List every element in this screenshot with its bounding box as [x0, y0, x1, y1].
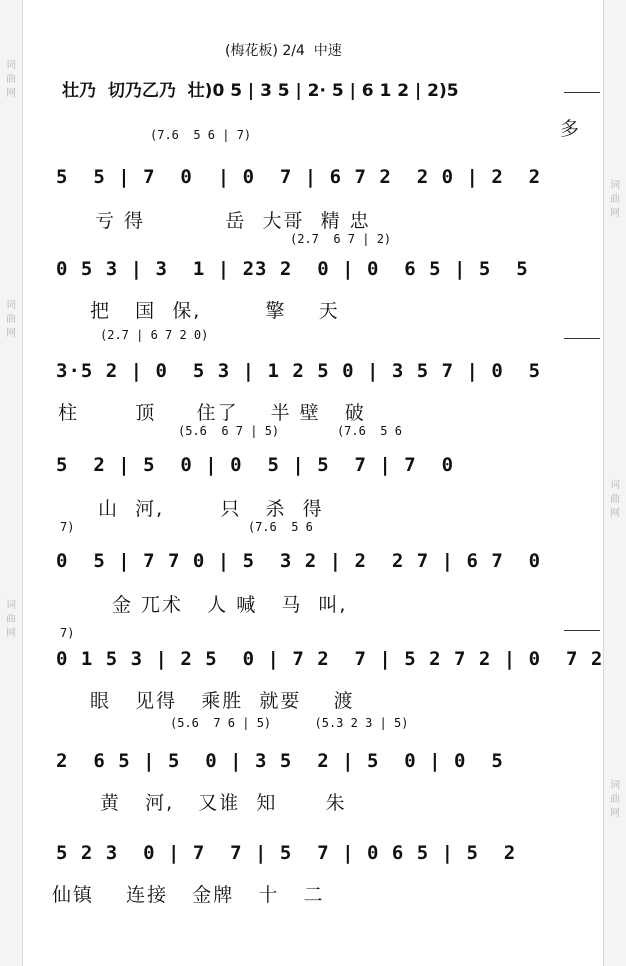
watermark-text: 词	[610, 780, 620, 791]
tempo-header: (梅花板) 2/4 中速	[225, 43, 342, 59]
ornament-line: (2.7 6 7 | 2)	[290, 232, 392, 246]
watermark-text: 网	[610, 508, 620, 519]
scan-edge-mark	[564, 630, 600, 631]
watermark-text: 曲	[610, 794, 620, 805]
watermark-text: 网	[6, 328, 16, 339]
watermark-text: 网	[610, 808, 620, 819]
watermark-text: 曲	[610, 194, 620, 205]
watermark-text: 网	[610, 208, 620, 219]
notation-line: 0 5 | 7 7 0 | 5 3 2 | 2 2 7 | 6 7 0	[56, 550, 542, 572]
left-watermark-strip	[0, 0, 23, 966]
lyric-line: 山 河, 只 杀 得	[98, 498, 324, 520]
watermark-text: 曲	[6, 614, 16, 625]
watermark-text: 网	[6, 88, 16, 99]
notation-line: 5 2 | 5 0 | 0 5 | 5 7 | 7 0	[56, 454, 455, 476]
lyric-line: 柱 顶 住了 半 壁 破	[58, 402, 366, 424]
lyric-line: 眼 见得 乘胜 就要 渡	[90, 690, 355, 712]
notation-line: 5 5 | 7 0 | 0 7 | 6 7 2 2 0 | 2 2	[56, 166, 542, 188]
lyric-line: 亏 得 岳 大哥 精 忠	[95, 210, 371, 232]
ornament-line: (7.6 5 6 | 7)	[150, 128, 252, 142]
lyric-line: 黄 河, 又谁 知 朱	[100, 792, 347, 814]
ornament-line: (5.6 7 6 | 5) (5.3 2 3 | 5)	[170, 716, 409, 730]
scan-edge-mark	[564, 92, 600, 93]
notation-line: 0 5 3 | 3 1 | 23 2 0 | 0 6 5 | 5 5	[56, 258, 529, 280]
watermark-text: 曲	[610, 494, 620, 505]
watermark-text: 词	[6, 600, 16, 611]
watermark-text: 词	[6, 300, 16, 311]
watermark-text: 词	[6, 60, 16, 71]
right-watermark-strip	[603, 0, 626, 966]
ornament-line: 7) (7.6 5 6	[60, 520, 313, 534]
notation-line: 3·5 2 | 0 5 3 | 1 2 5 0 | 3 5 7 | 0 5	[56, 360, 542, 382]
ornament-line: (2.7 | 6 7 2 0)	[100, 328, 209, 342]
notation-line: 5 2 3 0 | 7 7 | 5 7 | 0 6 5 | 5 2	[56, 842, 517, 864]
scan-edge-mark	[564, 338, 600, 339]
lyric-line: 把 国 保, 擎 天	[90, 300, 340, 322]
intro-notation: 壮乃 切乃乙乃 壮)0 5 | 3 5 | 2· 5 | 6 1 2 | 2)5	[62, 81, 459, 101]
watermark-text: 词	[610, 180, 620, 191]
ornament-line: 7)	[60, 626, 75, 640]
lyric-pickup: 多	[560, 118, 582, 140]
lyric-line: 金 兀术 人 喊 马 叫,	[112, 594, 348, 616]
lyric-line: 仙镇 连接 金牌 十 二	[52, 884, 325, 906]
notation-line: 0 1 5 3 | 2 5 0 | 7 2 7 | 5 2 7 2 | 0 7 2	[56, 648, 604, 670]
watermark-text: 曲	[6, 74, 16, 85]
watermark-text: 词	[610, 480, 620, 491]
watermark-text: 曲	[6, 314, 16, 325]
notation-line: 2 6 5 | 5 0 | 3 5 2 | 5 0 | 0 5	[56, 750, 504, 772]
watermark-text: 网	[6, 628, 16, 639]
ornament-line: (5.6 6 7 | 5) (7.6 5 6	[178, 424, 402, 438]
